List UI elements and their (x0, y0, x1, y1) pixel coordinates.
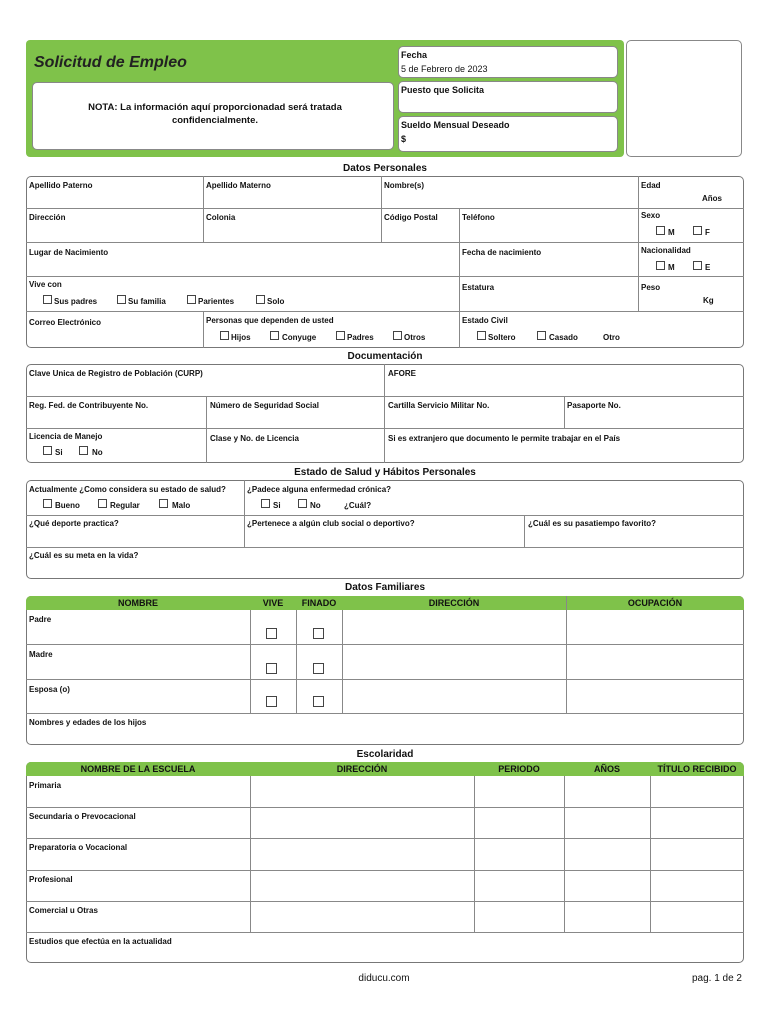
esc-header-periodo: PERIODO (498, 764, 540, 774)
dep-hijos-label: Hijos (231, 333, 251, 342)
vive-solo-checkbox[interactable] (256, 295, 265, 304)
ec-casado-label: Casado (549, 333, 578, 342)
esc-header-nombre: NOMBRE DE LA ESCUELA (80, 764, 196, 774)
licencia-si-label: Si (55, 448, 63, 457)
nacionalidad-m-checkbox[interactable] (656, 261, 665, 270)
edad-label: Edad (641, 181, 661, 190)
dep-padres-checkbox[interactable] (336, 331, 345, 340)
esposa-vive-checkbox[interactable] (266, 696, 277, 707)
direccion-label: Dirección (29, 213, 66, 222)
estado-salud-label: Actualmente ¿Como considera su estado de salud? (29, 485, 226, 494)
madre-label: Madre (29, 650, 53, 659)
esc-comercial-label: Comercial u Otras (29, 906, 98, 915)
pasatiempo-label: ¿Cuál es su pasatiempo favorito? (528, 519, 657, 528)
padre-vive-checkbox[interactable] (266, 628, 277, 639)
vive-con-label: Vive con (29, 280, 62, 289)
photo-box[interactable] (626, 40, 742, 157)
esc-header-direccion: DIRECCIÓN (336, 764, 388, 774)
cual-label: ¿Cuál? (344, 501, 372, 510)
vive-familia-checkbox[interactable] (117, 295, 126, 304)
clase-licencia-label: Clase y No. de Licencia (210, 434, 299, 443)
datos-personales-title: Datos Personales (343, 163, 427, 174)
esc-header-titulo: TÍTULO RECIBIDO (657, 764, 737, 774)
sexo-f-checkbox[interactable] (693, 226, 702, 235)
footer-page: pag. 1 de 2 (691, 973, 742, 984)
sueldo-label: Sueldo Mensual Deseado (401, 120, 510, 130)
cronica-si-label: Si (273, 501, 281, 510)
anos-label: Años (702, 194, 722, 203)
fecha-nacimiento-label: Fecha de nacimiento (462, 248, 542, 257)
cronica-no-label: No (310, 501, 321, 510)
licencia-label: Licencia de Manejo (29, 432, 103, 441)
datos-personales-table (26, 176, 744, 348)
salud-bueno-checkbox[interactable] (43, 499, 52, 508)
estado-civil-label: Estado Civil (462, 316, 508, 325)
dependientes-label: Personas que dependen de usted (206, 316, 334, 325)
telefono-label: Teléfono (462, 213, 495, 222)
sueldo-symbol: $ (401, 134, 407, 144)
nacionalidad-e-checkbox[interactable] (693, 261, 702, 270)
ec-otro-label: Otro (603, 333, 620, 342)
apellido-paterno-label: Apellido Paterno (29, 181, 93, 190)
sexo-f-label: F (705, 228, 710, 237)
madre-vive-checkbox[interactable] (266, 663, 277, 674)
colonia-label: Colonia (206, 213, 236, 222)
fam-header-direccion: DIRECCIÓN (428, 598, 480, 608)
fecha-value: 5 de Febrero de 2023 (401, 64, 488, 74)
afore-label: AFORE (388, 369, 416, 378)
privacy-note: NOTA: La información aquí proporcionadad será tratada confidencialmente. (88, 102, 342, 126)
esc-profesional-label: Profesional (29, 875, 73, 884)
cronica-si-checkbox[interactable] (261, 499, 270, 508)
estatura-label: Estatura (462, 283, 495, 292)
sexo-label: Sexo (641, 211, 661, 220)
esc-actualidad-label: Estudios que efectúa en la actualidad (29, 937, 172, 946)
ec-soltero-label: Soltero (488, 333, 516, 342)
peso-label: Peso (641, 283, 661, 292)
salud-malo-label: Malo (172, 501, 191, 510)
fam-header-finado: FINADO (301, 598, 337, 608)
footer-site: diducu.com (358, 973, 410, 984)
documentacion-table (26, 364, 744, 463)
ec-soltero-checkbox[interactable] (477, 331, 486, 340)
apellido-materno-label: Apellido Materno (206, 181, 271, 190)
hijos-label: Nombres y edades de los hijos (29, 718, 147, 727)
salud-title: Estado de Salud y Hábitos Personales (294, 467, 476, 478)
esposa-finado-checkbox[interactable] (313, 696, 324, 707)
salud-table (26, 480, 744, 579)
nombres-label: Nombre(s) (384, 181, 425, 190)
form-title: Solicitud de Empleo (34, 54, 187, 71)
extranjero-label: Si es extranjero que documento le permite trabajar en el País (388, 434, 621, 443)
familiares-title: Datos Familiares (344, 582, 426, 593)
meta-label: ¿Cuál es su meta en la vida? (29, 551, 139, 560)
curp-label: Clave Unica de Registro de Población (CURP) (29, 369, 203, 378)
dep-hijos-checkbox[interactable] (220, 331, 229, 340)
kg-label: Kg (703, 296, 714, 305)
fam-header-nombre: NOMBRE (118, 598, 158, 608)
dep-padres-label: Padres (347, 333, 374, 342)
lugar-nacimiento-label: Lugar de Nacimiento (29, 248, 109, 257)
fam-header-ocupacion: OCUPACIÓN (627, 598, 683, 608)
padre-label: Padre (29, 615, 52, 624)
rfc-label: Reg. Fed. de Contribuyente No. (29, 401, 149, 410)
cronica-no-checkbox[interactable] (298, 499, 307, 508)
esc-primaria-label: Primaria (29, 781, 62, 790)
vive-padres-label: Sus padres (54, 297, 98, 306)
deporte-label: ¿Qué deporte practica? (29, 519, 119, 528)
nss-label: Número de Seguridad Social (210, 401, 319, 410)
documentacion-title: Documentación (347, 351, 423, 362)
nacionalidad-m-label: M (668, 263, 675, 272)
dep-conyuge-label: Conyuge (282, 333, 317, 342)
vive-padres-checkbox[interactable] (43, 295, 52, 304)
fam-header-vive: VIVE (262, 598, 284, 608)
pasaporte-label: Pasaporte No. (567, 401, 621, 410)
dep-otros-label: Otros (404, 333, 426, 342)
vive-parientes-label: Parientes (198, 297, 235, 306)
licencia-no-label: No (92, 448, 103, 457)
sexo-m-checkbox[interactable] (656, 226, 665, 235)
licencia-si-checkbox[interactable] (43, 446, 52, 455)
ec-casado-checkbox[interactable] (537, 331, 546, 340)
salud-regular-label: Regular (110, 501, 140, 510)
esc-secundaria-label: Secundaria o Prevocacional (29, 812, 136, 821)
madre-finado-checkbox[interactable] (313, 663, 324, 674)
salud-bueno-label: Bueno (55, 501, 80, 510)
salud-regular-checkbox[interactable] (98, 499, 107, 508)
codigo-postal-label: Código Postal (384, 213, 438, 222)
salud-malo-checkbox[interactable] (159, 499, 168, 508)
esc-preparatoria-label: Preparatoria o Vocacional (29, 843, 128, 852)
vive-familia-label: Su familia (128, 297, 166, 306)
fecha-label: Fecha (401, 50, 428, 60)
esposa-label: Esposa (o) (29, 685, 70, 694)
cartilla-label: Cartilla Servicio Militar No. (388, 401, 490, 410)
club-label: ¿Pertenece a algún club social o deportivo? (247, 519, 415, 528)
puesto-label: Puesto que Solicita (401, 85, 485, 95)
licencia-no-checkbox[interactable] (79, 446, 88, 455)
dep-otros-checkbox[interactable] (393, 331, 402, 340)
correo-label: Correo Electrónico (29, 318, 102, 327)
cronica-label: ¿Padece alguna enfermedad crónica? (247, 485, 392, 494)
sexo-m-label: M (668, 228, 675, 237)
padre-finado-checkbox[interactable] (313, 628, 324, 639)
esc-header-anos: AÑOS (593, 764, 620, 774)
escolaridad-title: Escolaridad (356, 749, 414, 760)
dep-conyuge-checkbox[interactable] (270, 331, 279, 340)
nacionalidad-label: Nacionalidad (641, 246, 691, 255)
vive-parientes-checkbox[interactable] (187, 295, 196, 304)
nacionalidad-e-label: E (705, 263, 711, 272)
vive-solo-label: Solo (267, 297, 285, 306)
